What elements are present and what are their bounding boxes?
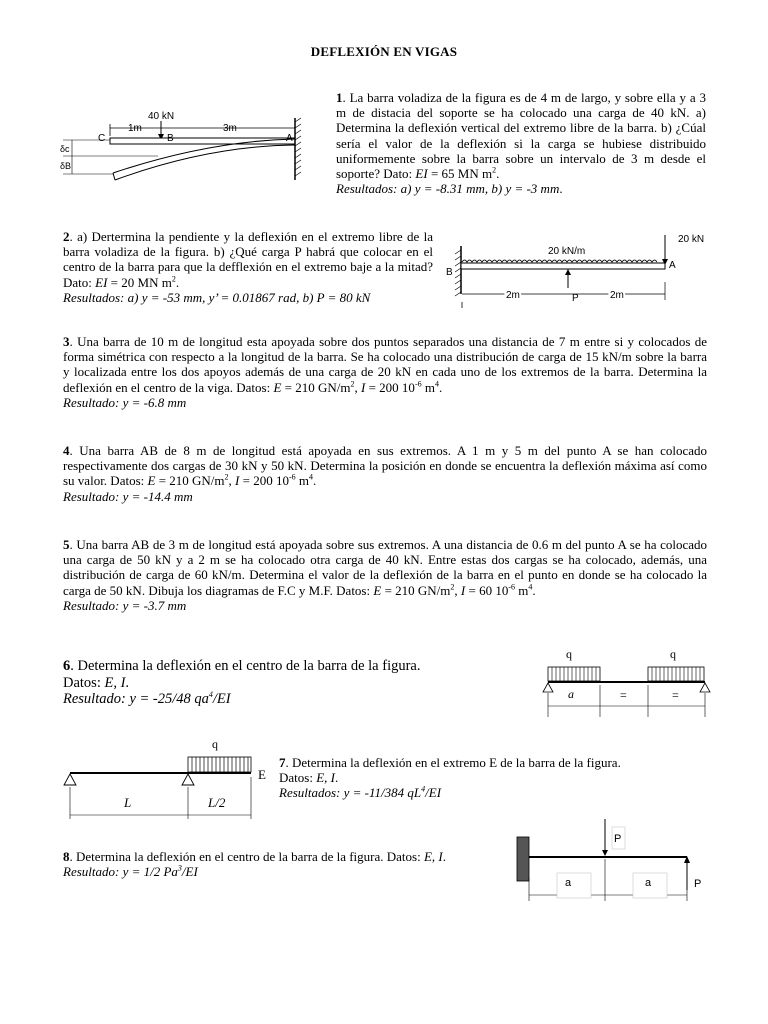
fig6-q-right: q xyxy=(670,647,676,661)
fig2-dim-right: 2m xyxy=(610,290,624,301)
page-title: DEFLEXIÓN EN VIGAS xyxy=(310,44,458,59)
fig7-support-middle xyxy=(182,774,194,785)
figure-2-cantilever xyxy=(444,230,714,310)
fig8-dim-a-left: a xyxy=(565,877,572,889)
fig8-dim-a-right: a xyxy=(645,877,652,889)
fig2-dim-left: 2m xyxy=(506,290,520,301)
problem-6: 6. Determina la deflexión en el centro de la barra de la figura. Datos: E, I. Resultado: y = -25/48 $qa^4/EI$ xyxy=(63,658,421,707)
fig8-label-P-center: P xyxy=(614,833,622,845)
problem-4: 4. Una barra AB de 8 m de longitud está apoyada en sus extremos. A 1 m y 5 m del punto A se han colocado respectivamente dos cargas de 30 kN y 50 kN. Determina la posición en donde se encuentra la deflexión máxima así como su valor. Datos: E = 210 $GN/m^2$, I = 200 $10^{-6}$ $m^4$. Resultado: y = -14.4 mm xyxy=(63,443,707,504)
figure-7-overhang-beam xyxy=(60,735,275,825)
fig2-distributed-load xyxy=(462,260,657,262)
fig1-label-C: C xyxy=(98,133,106,144)
fig2-end-load-label: 20 kN xyxy=(678,234,705,245)
problem-7-number: 7 xyxy=(279,755,286,770)
fig8-label-P-end: P xyxy=(694,878,702,890)
fig7-q-label: q xyxy=(212,737,218,751)
fig2-label-P: P xyxy=(572,293,579,304)
figure-8-cantilever xyxy=(515,815,715,910)
figure-1-cantilever xyxy=(58,108,318,188)
problem-3-result: Resultado: y = -6.8 mm xyxy=(63,394,187,410)
problem-7-result: Resultados: y = -11/384 $qL^4/EI$ xyxy=(279,785,442,801)
fig1-delta-c: δc xyxy=(60,144,70,154)
fig6-dim-a: a xyxy=(568,687,574,701)
fig1-dim-3m: 3m xyxy=(223,123,237,134)
fig1-dim-1m: 1m xyxy=(128,123,142,134)
problem-2: 2. a) Dertermina la pendiente y la deflexión en el extremo libre de la barra voladiza de la figura. b) ¿Qué carga P habrá que colocar en el centro de la barra para que la defflexión en el extremo baje a la mitad? Dato: EI = 20 MN $m^2$. Resultados: a) y = -53 mm, y’ = 0.01867 rad, b) P = 80 kN xyxy=(63,229,433,305)
fig2-label-A: A xyxy=(669,260,676,271)
problem-6-result: Resultado: y = -25/48 $qa^4/EI$ xyxy=(63,690,231,707)
fig1-load-label: 40 kN xyxy=(148,111,175,122)
fig2-dist-load-label: 20 kN/m xyxy=(548,246,586,257)
problem-1-result: Resultados: a) y = -8.31 mm, b) y = -3 mm xyxy=(336,181,560,197)
problem-3-number: 3 xyxy=(63,334,70,349)
fig1-delta-b: δB xyxy=(60,161,72,171)
fig7-dim-L2: L/2 xyxy=(208,795,226,810)
problem-8: 8. Determina la deflexión en el centro de la barra de la figura. Datos: E, I. Resultado: y = 1/2 Pa$^3$/EI xyxy=(63,849,446,880)
problem-1: 1. La barra voladiza de la figura es de 4 m de largo, y sobre ella y a 3 m de distacia del soporte se ha colocado una carga de 40 kN. a) Determina la deflexión vertical del extremo libre de la barra. b) ¿Cúal sería el valor de la deflexión si la carga se hubiese distribuido uniformemente sobre la barra sobre un intervalo de 3 m desde el soporte? Dato: EI = 65 MN $m^2$. Resultados: a) y = -8.31 mm, b) y = -3 mm. xyxy=(336,90,706,197)
problem-5-number: 5 xyxy=(63,537,70,552)
problem-5: 5. Una barra AB de 3 m de longitud está apoyada sobre sus extremos. A una distancia de 0.6 m del punto A se ha colocado una carga de 50 kN y a 2 m se ha colocado otra carga de 40 kN. Entre estas dos cargas se ha colocado, además, una distribución de carga de 60 kN/m. Determina el valor de la deflexión de la barra en el punto en donde se ha colocado la carga de 50 kN. Dibuja los diagramas de F.C y M.F. Datos: E = 210 $GN/m^2$, I = 60 $10^{-6}$ $m^4$. Resultado: y = -3.7 mm xyxy=(63,537,707,613)
fig7-dim-L: L xyxy=(124,795,132,810)
fig6-support-left xyxy=(543,683,553,692)
fig6-dim-eq1: = xyxy=(620,688,627,702)
problem-3: 3. Una barra de 10 m de longitud esta apoyada sobre dos puntos separados una distancia de 7 m entre si y colocados de forma simétrica con respecto a la longitud de la barra. Se ha colocado una distribución de carga de 15 kN/m sobre la barra y localizada entre los dos apoyos además de una carga de 20 kN en cada uno de los extremos de la barra. Determina la deflexión en el centro de la viga. Datos: E = 210 $GN/m^2$, I = 200 $10^{-6}$ $m^4$. Resultado: y = -6.8 mm xyxy=(63,334,707,410)
fig7-support-left xyxy=(64,774,76,785)
problem-2-result: Resultados: a) y = -53 mm, y’ = 0.01867 rad, b) P = 80 kN xyxy=(63,289,371,305)
problem-6-number: 6 xyxy=(63,658,71,674)
fig8-wall xyxy=(517,837,529,881)
fig7-label-E: E xyxy=(258,767,266,782)
fig2-label-B: B xyxy=(446,267,453,278)
problem-8-result: Resultado: y = 1/2 Pa$^3$/EI xyxy=(63,863,198,880)
problem-5-result: Resultado: y = -3.7 mm xyxy=(63,597,187,613)
fig1-label-B: B xyxy=(167,133,174,144)
problem-2-number: 2 xyxy=(63,229,70,244)
fig7-load xyxy=(188,757,251,772)
fig6-support-right xyxy=(700,683,710,692)
fig1-beam xyxy=(110,138,295,144)
problem-8-number: 8 xyxy=(63,849,70,864)
figure-6-simply-supported xyxy=(540,645,715,720)
problem-4-number: 4 xyxy=(63,443,70,458)
problem-4-result: Resultado: y = -14.4 mm xyxy=(63,488,193,504)
fig2-beam xyxy=(461,263,665,269)
problem-7: 7. Determina la deflexión en el extremo E de la barra de la figura. Datos: E, I. Resultados: y = -11/384 $qL^4/EI$ xyxy=(279,755,621,801)
fig6-dim-eq2: = xyxy=(672,688,679,702)
fig1-label-A: A xyxy=(286,133,293,144)
problem-1-number: 1 xyxy=(336,90,343,105)
fig6-q-left: q xyxy=(566,647,572,661)
